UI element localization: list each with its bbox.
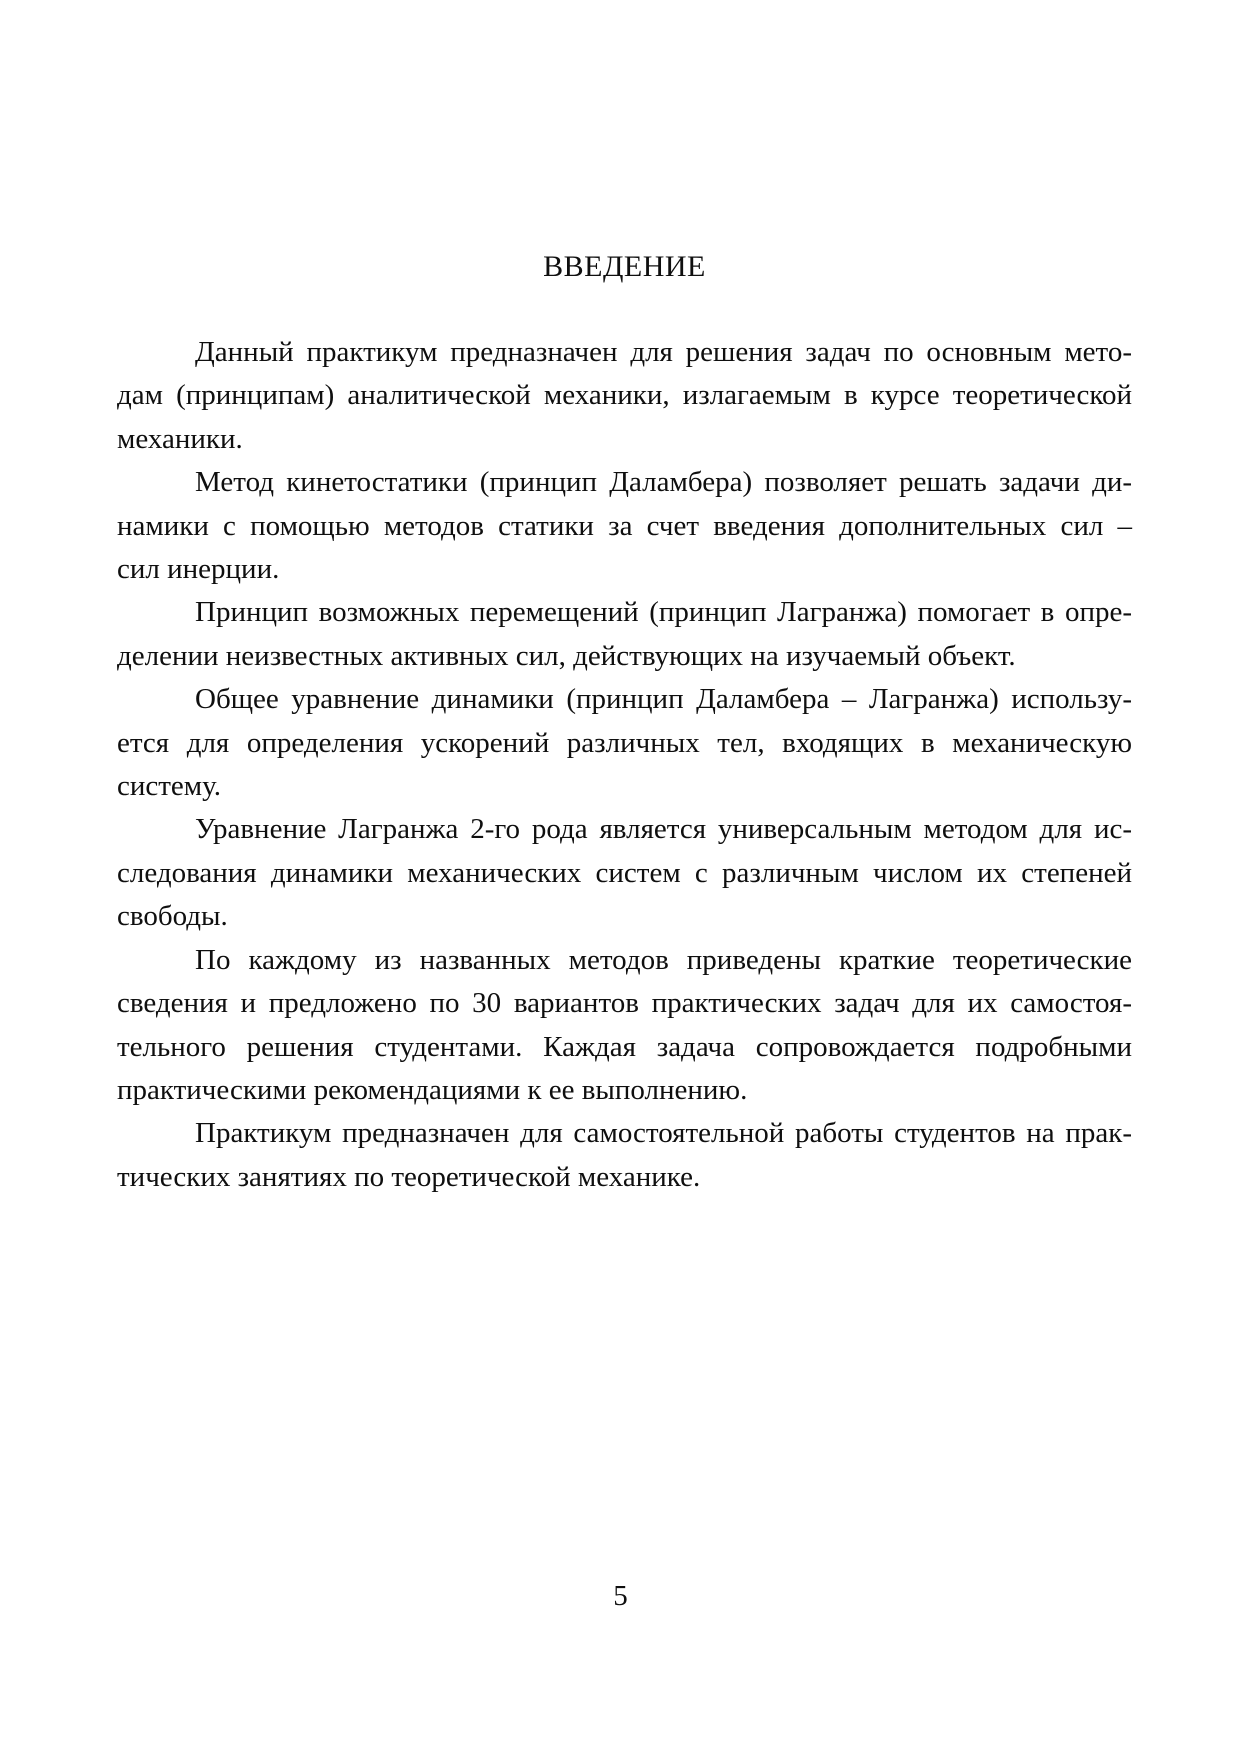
text-line: делении неизвестных активных сил, действующих на изучаемый объект. (117, 639, 1016, 672)
text-line: дам (принципам) аналитической механики, излагаемым в курсе теоретической (117, 379, 1132, 412)
text-line: сил инерции. (117, 553, 280, 586)
text-line: Метод кинетостатики (принцип Даламбера) позволяет решать задачи ди- (195, 466, 1132, 499)
text-line: Практикум предназначен для самостоятельной работы студентов на прак- (195, 1117, 1132, 1150)
body-text (117, 331, 1132, 1199)
text-line: тических занятиях по теоретической механике. (117, 1160, 701, 1193)
text-line: По каждому из названных методов приведены краткие теоретические (195, 943, 1132, 976)
text-line: следования динамики механических систем с различным числом их степеней (117, 856, 1132, 889)
text-line: свободы. (117, 900, 228, 933)
text-line: Общее уравнение динамики (принцип Даламбера – Лагранжа) использу- (195, 683, 1132, 716)
text-line: Данный практикум предназначен для решения задач по основным мето- (195, 336, 1132, 368)
text-line: систему. (117, 770, 222, 803)
text-line: сведения и предложено по 30 вариантов практических задач для их самостоя- (117, 987, 1132, 1020)
text-line: Уравнение Лагранжа 2-го рода является универсальным методом для ис- (195, 813, 1132, 846)
text-line: механики. (117, 422, 243, 455)
page-number: 5 (613, 1580, 628, 1612)
page-title: ВВЕДЕНИЕ (543, 250, 706, 283)
text-line: тельного решения студентами. Каждая задача сопровождается подробными (117, 1030, 1132, 1063)
text-line: практическими рекомендациями к ее выполнению. (117, 1073, 748, 1106)
text-line: ется для определения ускорений различных тел, входящих в механическую (117, 726, 1132, 759)
text-line: намики с помощью методов статики за счет введения дополнительных сил – (117, 509, 1132, 542)
text-line: Принцип возможных перемещений (принцип Лагранжа) помогает в опре- (195, 596, 1132, 629)
